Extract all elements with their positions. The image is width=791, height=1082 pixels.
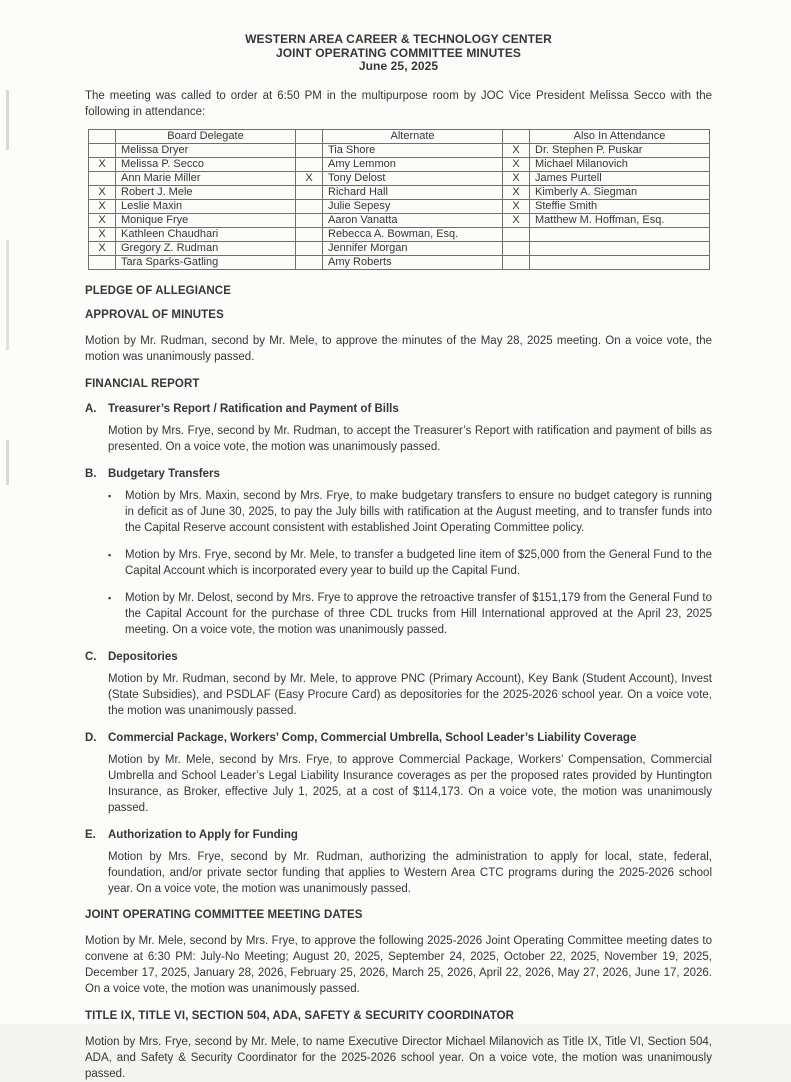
attendance-mark-cell [296,157,323,171]
financial-item-a [85,402,712,455]
attendance-name-cell: Tony Delost [323,171,503,185]
attendance-name-cell: Kathleen Chaudhari [116,227,296,241]
title-ix-paragraph: Motion by Mrs. Frye, second by Mr. Mele, to name Executive Director Michael Milanovich as Title IX, Title VI, Section 504, ADA, and Safety & Security Coordinator for the 2025-2026 school year. On a voice vote, the motion was unanimously passed. [85,1035,712,1080]
attendance-name-cell: Kimberly A. Siegman [530,185,710,199]
attendance-mark-cell: X [89,213,116,227]
item-title: Authorization to Apply for Funding [108,828,298,841]
attendance-mark-cell [296,227,323,241]
attendance-name-cell: Robert J. Mele [116,185,296,199]
financial-item-a-paragraph: Motion by Mrs. Frye, second by Mr. Rudman, to accept the Treasurer’s Report with ratification and payment of bills as presented. On a voice vote, the motion was unanimously passed. [108,424,712,453]
attendance-header-row [89,129,710,143]
attendance-mark-cell: X [503,157,530,171]
item-title: Commercial Package, Workers’ Comp, Commercial Umbrella, School Leader’s Liability Coverage [108,731,637,744]
item-letter: B. [85,467,97,480]
attendance-row [89,213,710,227]
item-letter: E. [85,828,96,841]
attendance-table-body [89,143,710,269]
meeting-dates-heading: JOINT OPERATING COMMITTEE MEETING DATES [85,908,363,921]
org-name: WESTERN AREA CAREER & TECHNOLOGY CENTER [245,32,552,46]
attendance-mark-cell: X [89,157,116,171]
attendance-mark-cell [89,143,116,157]
approval-heading: APPROVAL OF MINUTES [85,308,224,321]
budgetary-transfer-bullet-2 [108,547,712,579]
attendance-mark-cell [296,185,323,199]
financial-report-heading: FINANCIAL REPORT [85,377,200,390]
attendance-name-cell: Melissa P. Secco [116,157,296,171]
attendance-mark-cell [296,199,323,213]
financial-item-d [85,731,712,816]
attendance-table [88,129,710,270]
item-letter: A. [85,402,97,415]
attendance-mark-cell [89,171,116,185]
attendance-name-cell [530,255,710,269]
attendance-name-cell: Steffie Smith [530,199,710,213]
attendance-mark-cell: X [503,213,530,227]
attendance-mark-cell: X [89,227,116,241]
financial-item-c-heading [85,650,712,665]
attendance-row [89,143,710,157]
attendance-mark-cell: X [89,241,116,255]
document-type: JOINT OPERATING COMMITTEE MINUTES [275,45,522,60]
attendance-mark-cell: X [503,199,530,213]
attendance-mark-cell [296,255,323,269]
attendance-row [89,199,710,213]
bullet-text: ▪ Motion by Mrs. Maxin, second by Mrs. Frye, to make budgetary transfers to ensure no budget category is running in deficit as of June 30, 2025, to pay the July bills with ratification at the August meeting, and to transfer funds into the Capital Reserve account consistent with established Joint Operating Committee policy. [125,489,712,534]
attendance-name-cell: Monique Frye [116,213,296,227]
attendance-name-cell: James Purtell [530,171,710,185]
attendance-name-cell: Michael Milanovich [530,157,710,171]
financial-item-c [85,650,712,719]
attendance-row [89,171,710,185]
title-ix-heading: TITLE IX, TITLE VI, SECTION 504, ADA, SAFETY & SECURITY COORDINATOR [85,1009,515,1022]
attendance-mark-cell: X [296,171,323,185]
attendance-mark-cell: X [503,185,530,199]
meeting-date: June 25, 2025 [358,59,439,73]
financial-item-a-heading [85,402,712,417]
attendance-name-cell: Ann Marie Miller [116,171,296,185]
financial-item-c-paragraph: Motion by Mr. Rudman, second by Mr. Mele, to approve PNC (Primary Account), Key Bank (Student Account), Invest (State Subsidies), and PSDLAF (Easy Procure Card) as depositories for the 2025-2026 school year. On a voice vote, the motion was unanimously passed. [108,672,712,717]
attendance-header-board-delegate: Board Delegate [116,129,296,143]
item-letter: C. [85,650,97,663]
attendance-header-blank [296,129,323,143]
attendance-name-cell: Matthew M. Hoffman, Esq. [530,213,710,227]
attendance-mark-cell: X [89,185,116,199]
financial-item-b-heading [85,467,712,482]
attendance-name-cell: Amy Roberts [323,255,503,269]
attendance-row [89,185,710,199]
financial-item-b [85,467,712,638]
attendance-name-cell: Dr. Stephen P. Puskar [530,143,710,157]
attendance-name-cell: Julie Sepesy [323,199,503,213]
financial-item-d-paragraph: Motion by Mr. Mele, second by Mrs. Frye, to approve Commercial Package, Workers’ Compensation, Commercial Umbrella and School Leader’s Legal Liability Insurance coverages as per the proposed rates provided by Huntington Insurance, as Broker, effective July 1, 2025, at a cost of $114,173. On a voice vote, the motion was unanimously passed. [108,753,712,814]
attendance-name-cell [530,227,710,241]
attendance-name-cell: Amy Lemmon [323,157,503,171]
attendance-mark-cell [296,213,323,227]
item-letter: D. [85,731,97,744]
attendance-row [89,227,710,241]
attendance-header-blank [89,129,116,143]
attendance-mark-cell [296,143,323,157]
attendance-row [89,157,710,171]
scan-artifact [6,90,11,690]
attendance-name-cell: Leslie Maxin [116,199,296,213]
bullet-text: ▪ Motion by Mrs. Frye, second by Mr. Mele, to transfer a budgeted line item of $25,000 from the General Fund to the Capital Account which is incorporated every year to build up the Capital Fund. [125,548,712,577]
attendance-name-cell: Tia Shore [323,143,503,157]
approval-paragraph: Motion by Mr. Rudman, second by Mr. Mele, to approve the minutes of the May 28, 2025 meeting. On a voice vote, the motion was unanimously passed. [85,334,712,363]
budgetary-transfer-bullet-3 [108,590,712,638]
financial-item-d-heading [85,731,712,746]
attendance-name-cell [530,241,710,255]
item-title: Depositories [108,650,178,663]
attendance-header-alternate: Alternate [323,129,503,143]
attendance-name-cell: Gregory Z. Rudman [116,241,296,255]
attendance-row [89,255,710,269]
budgetary-transfer-bullet-1 [108,488,712,536]
financial-item-e-paragraph: Motion by Mrs. Frye, second by Mr. Rudman, authorizing the administration to apply for local, state, federal, foundation, and/or private sector funding that applies to Western Area CTC programs during the 2025-2026 school year. On a voice vote, the motion was unanimously passed. [108,850,712,895]
attendance-name-cell: Melissa Dryer [116,143,296,157]
attendance-name-cell: Rebecca A. Bowman, Esq. [323,227,503,241]
financial-item-e-heading [85,828,712,843]
attendance-mark-cell [503,241,530,255]
item-title: Treasurer’s Report / Ratification and Payment of Bills [108,402,399,415]
attendance-row [89,241,710,255]
attendance-name-cell: Jennifer Morgan [323,241,503,255]
attendance-name-cell: Aaron Vanatta [323,213,503,227]
intro-paragraph: The meeting was called to order at 6:50 PM in the multipurpose room by JOC Vice President Melissa Secco with the following in attendance: [85,89,712,118]
document-title [85,33,712,74]
attendance-name-cell: Tara Sparks-Gatling [116,255,296,269]
attendance-mark-cell [296,241,323,255]
attendance-header-blank [503,129,530,143]
attendance-mark-cell [503,227,530,241]
pledge-heading: PLEDGE OF ALLEGIANCE [85,284,231,297]
financial-item-e [85,828,712,897]
attendance-mark-cell: X [503,171,530,185]
attendance-mark-cell: X [503,143,530,157]
bullet-text: ▪ Motion by Mr. Delost, second by Mrs. Frye to approve the retroactive transfer of $151,179 from the General Fund to the Capital Account for the purchase of three CDL trucks from Hill International approved at the April 23, 2025 meeting. On a voice vote, the motion was unanimously passed. [125,591,712,636]
attendance-header-also-in-attendance: Also In Attendance [530,129,710,143]
attendance-mark-cell: X [89,199,116,213]
attendance-name-cell: Richard Hall [323,185,503,199]
item-title: Budgetary Transfers [108,467,220,480]
meeting-dates-paragraph: Motion by Mr. Mele, second by Mrs. Frye, to approve the following 2025-2026 Joint Operating Committee meeting dates to convene at 6:30 PM: July-No Meeting; August 20, 2025, September 24, 2025, October 22, 2025, November 19, 2025, December 17, 2025, January 28, 2026, February 25, 2026, March 25, 2026, April 22, 2026, May 27, 2026, June 17, 2026. On a voice vote, the motion was unanimously passed. [85,934,712,995]
attendance-mark-cell [89,255,116,269]
attendance-mark-cell [503,255,530,269]
